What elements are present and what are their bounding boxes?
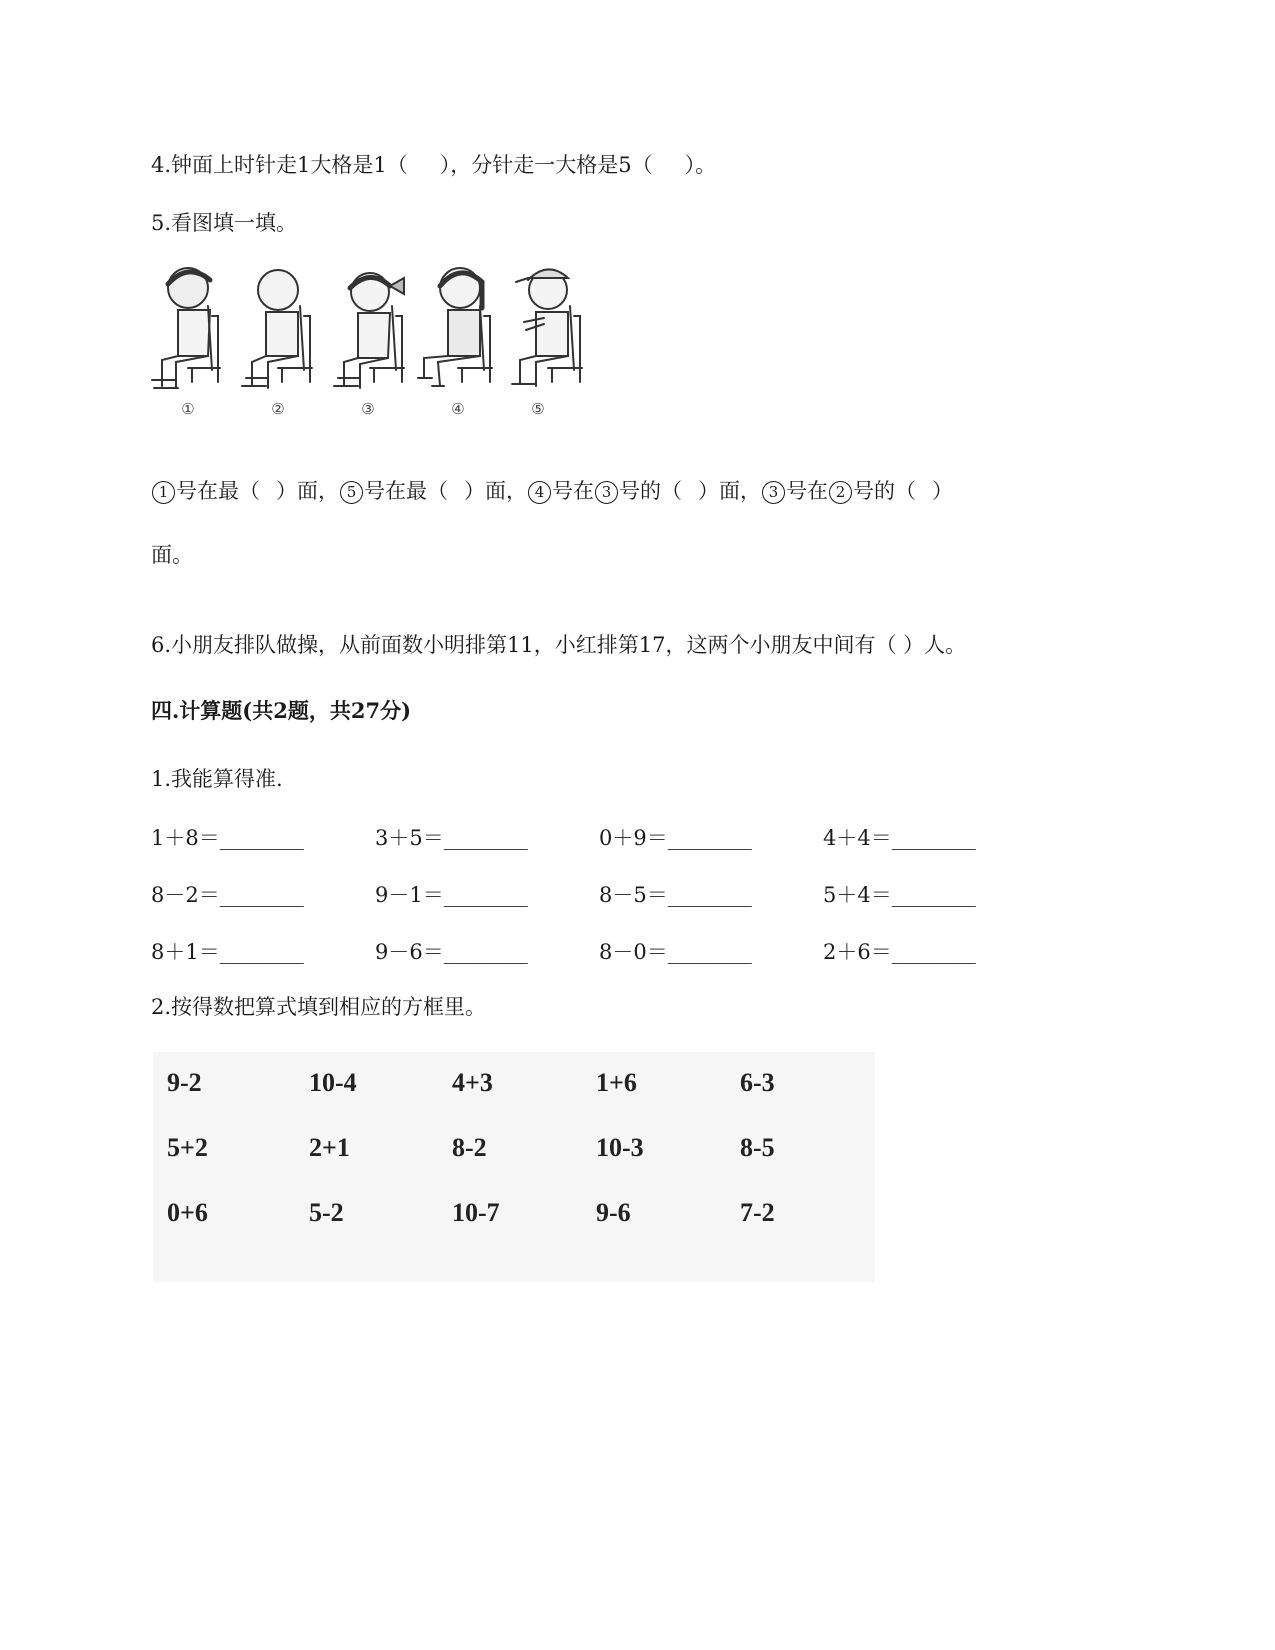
sentence-text: 号在 [552, 479, 594, 503]
circled-number: 1 [152, 481, 175, 504]
figure-label-2: ② [271, 400, 285, 418]
expression: 5+2 [167, 1133, 208, 1162]
calc-item: 8－5＝________ [599, 883, 752, 907]
q4-part-b: ），分针走一大格是5（ [439, 153, 653, 177]
expression: 9-2 [167, 1068, 202, 1097]
sentence-text: 号在最（ [364, 479, 448, 503]
figure-label-1: ① [181, 400, 195, 418]
expression: 9-6 [596, 1198, 631, 1227]
sort-title: 2.按得数把算式填到相应的方框里。 [151, 995, 487, 1019]
expression: 4+3 [452, 1068, 493, 1097]
calc-title: 1.我能算得准. [151, 767, 283, 791]
calc-item: 4＋4＝________ [823, 826, 976, 850]
child-4 [418, 268, 492, 386]
calc-item: 8－2＝________ [151, 883, 304, 907]
figure-label-4: ④ [451, 400, 465, 418]
expression: 8-2 [452, 1133, 487, 1162]
question-5-sentence [151, 477, 953, 505]
expression: 10-3 [596, 1133, 644, 1162]
sentence-text: 号在最（ [176, 479, 260, 503]
calc-item: 3＋5＝________ [375, 826, 528, 850]
calc-item: 9－6＝________ [375, 940, 528, 964]
calc-item: 9－1＝________ [375, 883, 528, 907]
calc-item: 1＋8＝________ [151, 826, 304, 850]
circled-number: 4 [528, 481, 551, 504]
expression: 2+1 [309, 1133, 350, 1162]
question-5-sentence-line2: 面。 [151, 543, 193, 567]
question-5-title: 5.看图填一填。 [151, 211, 298, 235]
sentence-text: 号的（ [619, 479, 682, 503]
expression: 0+6 [167, 1198, 208, 1227]
calc-item: 8＋1＝________ [151, 940, 304, 964]
calc-item: 8－0＝________ [599, 940, 752, 964]
sentence-text: ）面， [464, 479, 527, 503]
child-1 [152, 268, 220, 388]
circled-number: 3 [595, 481, 618, 504]
sentence-text: ）面， [698, 479, 761, 503]
circled-number: 5 [340, 481, 363, 504]
expression: 6-3 [740, 1068, 775, 1097]
circled-number: 2 [829, 481, 852, 504]
section-4-heading: 四.计算题(共2题，共27分) [151, 698, 412, 723]
calc-item: 2＋6＝________ [823, 940, 976, 964]
sentence-text: 号在 [786, 479, 828, 503]
q4-part-c: ）。 [684, 153, 717, 177]
child-3 [334, 273, 404, 388]
expression: 1+6 [596, 1068, 637, 1097]
sentence-text: 号的（ [853, 479, 916, 503]
calc-item: 5＋4＝________ [823, 883, 976, 907]
expression: 10-7 [452, 1198, 500, 1227]
child-2 [242, 270, 312, 388]
expression: 7-2 [740, 1198, 775, 1227]
calc-item: 0＋9＝________ [599, 826, 752, 850]
q4-part-a: 4.钟面上时针走1大格是1（ [151, 153, 408, 177]
children-sitting-figure [148, 258, 598, 430]
child-5 [512, 269, 582, 386]
circled-number: 3 [762, 481, 785, 504]
question-4 [151, 151, 716, 179]
sentence-text: ） [932, 479, 953, 503]
question-6: 6.小朋友排队做操，从前面数小明排第11，小红排第17，这两个小朋友中间有（ ）人。 [151, 633, 967, 657]
sentence-text: ）面， [276, 479, 339, 503]
expression: 5-2 [309, 1198, 344, 1227]
figure-label-5: ⑤ [531, 400, 545, 418]
expression: 10-4 [309, 1068, 357, 1097]
figure-label-3: ③ [361, 400, 375, 418]
expression: 8-5 [740, 1133, 775, 1162]
expression-box [153, 1052, 875, 1282]
